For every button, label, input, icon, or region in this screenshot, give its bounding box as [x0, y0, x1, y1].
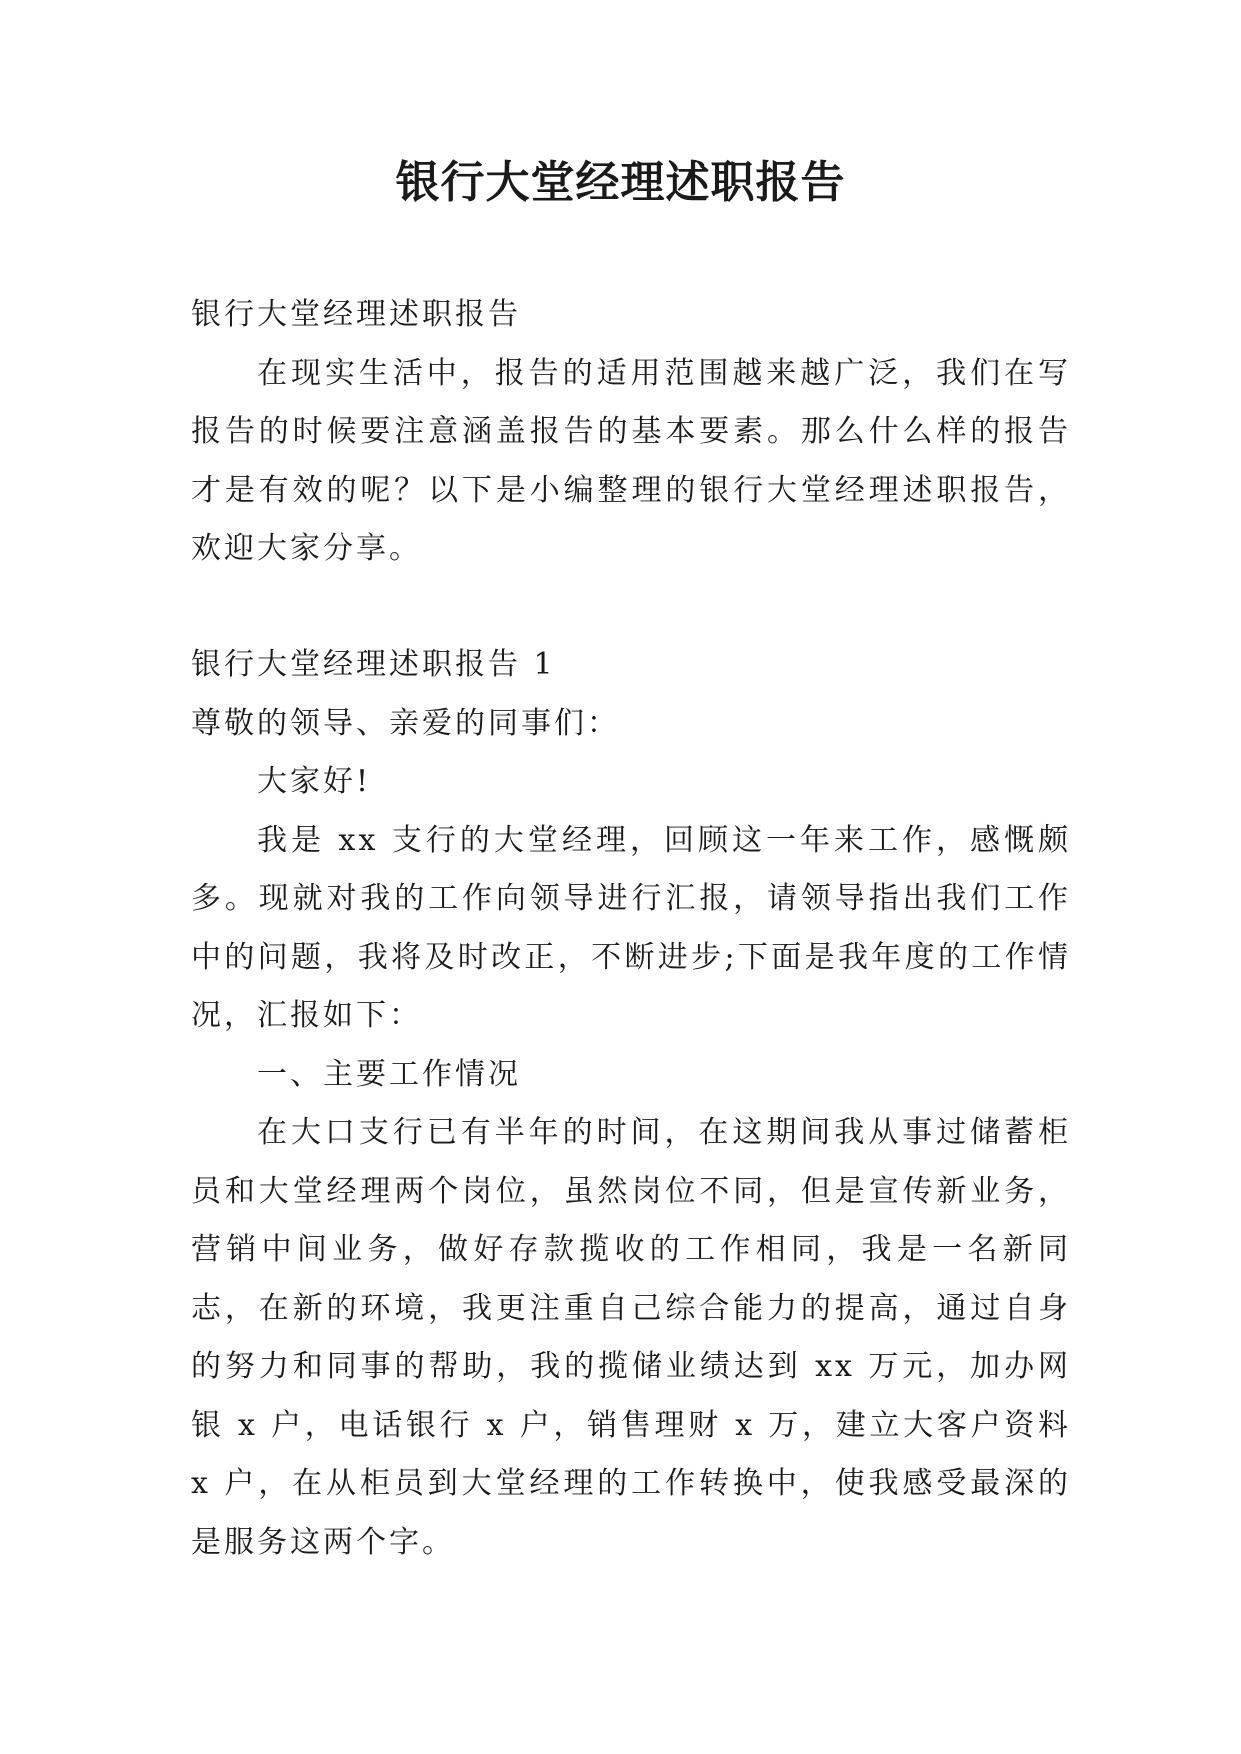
section-heading: 一、主要工作情况 — [257, 1056, 521, 1092]
report-heading: 银行大堂经理述职报告 1 — [191, 647, 556, 682]
intro-paragraph: 在现实生活中，报告的适用范围越来越广泛，我们在写报告的时候要注意涵盖报告的基本要素。那么什么样的报告才是有效的呢？以下是小编整理的银行大堂经理述职报告，欢迎大家分享。 — [191, 355, 1071, 566]
intro-section — [191, 286, 1071, 579]
report-paragraph-2: 在大口支行已有半年的时间，在这期间我从事过储蓄柜员和大堂经理两个岗位，虽然岗位不同，但是宣传新业务，营销中间业务，做好存款揽收的工作相同，我是一名新同志，在新的环境，我更注重自己综合能力的提高，通过自身的努力和同事的帮助，我的揽储业绩达到 xx 万元，加办网银 x 户，电话银行 x 户，销售理财 x 万，建立大客户资料 x 户，在从柜员到大堂经理的工作转换中，使我感受最深的是服务这两个字。 — [191, 1115, 1071, 1560]
report-section — [191, 636, 1071, 1572]
intro-subtitle: 银行大堂经理述职报告 — [191, 297, 521, 332]
report-salutation: 尊敬的领导、亲爱的同事们： — [191, 705, 620, 741]
document-title: 银行大堂经理述职报告 — [395, 157, 846, 208]
report-greeting: 大家好! — [257, 764, 372, 799]
report-paragraph-1: 我是 xx 支行的大堂经理，回顾这一年来工作，感慨颇多。现就对我的工作向领导进行汇报，请领导指出我们工作中的问题，我将及时改正，不断进步;下面是我年度的工作情况，汇报如下： — [191, 822, 1071, 1033]
